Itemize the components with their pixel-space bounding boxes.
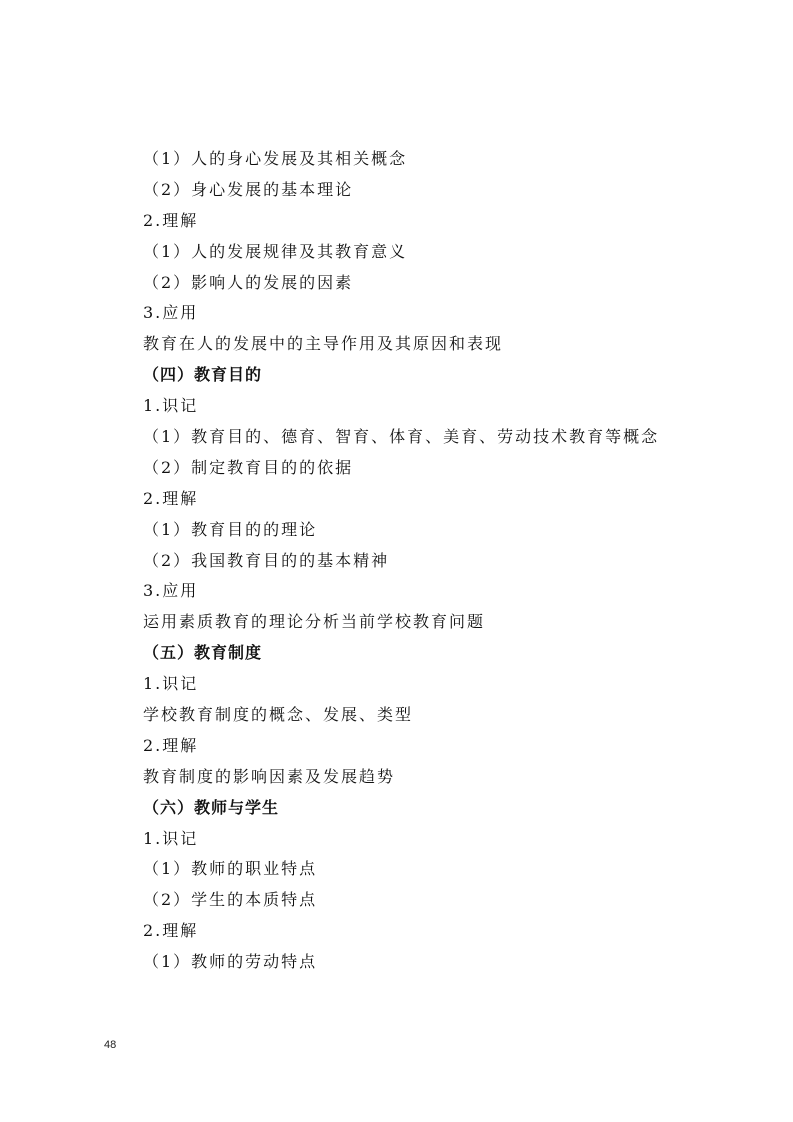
- section-heading: （五）教育制度: [143, 643, 263, 663]
- page-number: 48: [104, 1039, 117, 1051]
- body-text: 教育制度的影响因素及发展趋势: [143, 766, 396, 786]
- level-label: 2.理解: [143, 735, 199, 755]
- list-item: （1）人的发展规律及其教育意义: [143, 241, 408, 261]
- list-item: （1）教师的职业特点: [143, 859, 318, 879]
- level-label: 1.识记: [143, 674, 199, 694]
- list-item: （2）我国教育目的的基本精神: [143, 550, 390, 570]
- list-item: （1）人的身心发展及其相关概念: [143, 149, 408, 168]
- body-text: 运用素质教育的理论分析当前学校教育问题: [143, 612, 486, 632]
- level-label: 2.理解: [143, 921, 199, 941]
- level-label: 3.应用: [143, 581, 199, 601]
- section-heading: （四）教育目的: [143, 365, 263, 385]
- level-label: 3.应用: [143, 303, 199, 323]
- list-item: （1）教育目的的理论: [143, 519, 318, 539]
- level-label: 2.理解: [143, 488, 199, 508]
- section-heading: （六）教师与学生: [143, 797, 280, 817]
- body-text: 学校教育制度的概念、发展、类型: [143, 705, 414, 725]
- level-label: 1.识记: [143, 828, 199, 848]
- list-item: （1）教师的劳动特点: [143, 952, 318, 972]
- list-item: （1）教育目的、德育、智育、体育、美育、劳动技术教育等概念: [143, 427, 660, 447]
- body-text: 教育在人的发展中的主导作用及其原因和表现: [143, 334, 504, 354]
- list-item: （2）学生的本质特点: [143, 890, 318, 910]
- list-item: （2）影响人的发展的因素: [143, 272, 354, 292]
- outline-text: [143, 144, 743, 978]
- list-item: （2）身心发展的基本理论: [143, 179, 354, 199]
- list-item: （2）制定教育目的的依据: [143, 457, 354, 477]
- level-label: 2.理解: [143, 210, 199, 230]
- level-label: 1.识记: [143, 396, 199, 416]
